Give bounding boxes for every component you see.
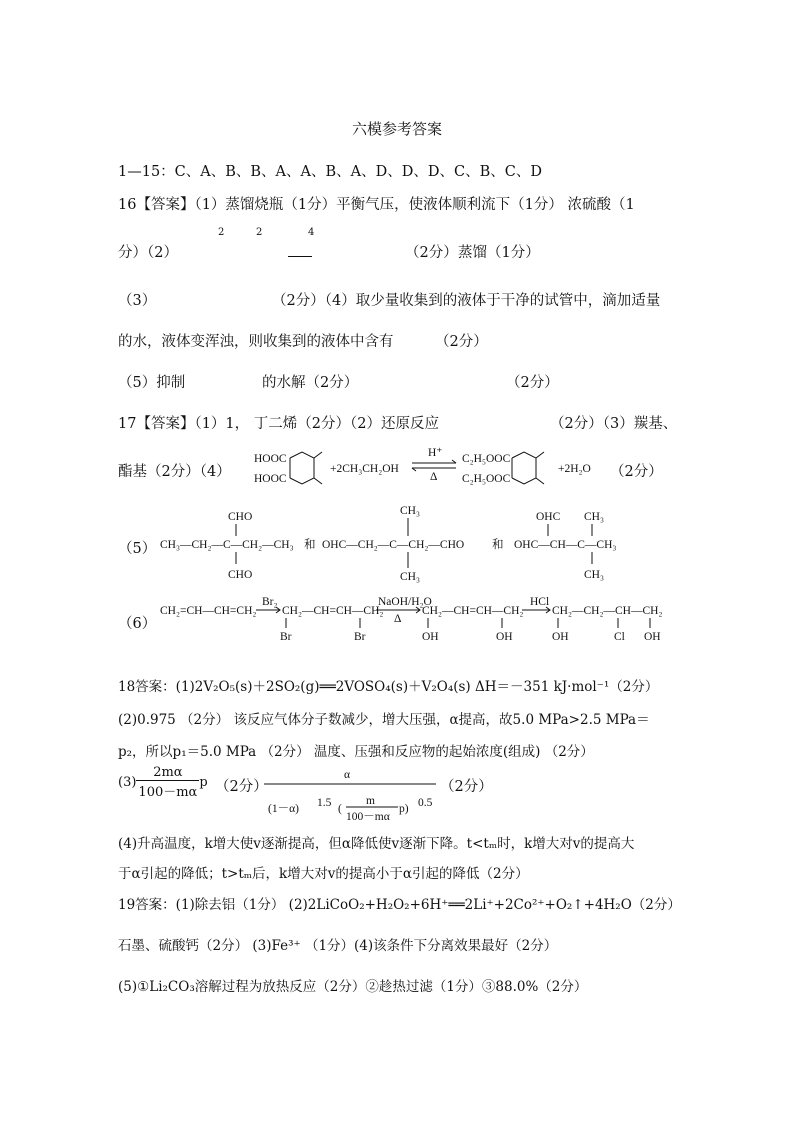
and-2: 和 — [492, 539, 504, 551]
q19-line-1: 19答案：(1)除去铝（1分） (2)2LiCoO₂+H₂O₂+6H⁺══2Li⁺+2Co²⁺+O₂↑+4H₂O（2分） — [118, 897, 681, 913]
q16-line-3-prefix: （3） — [118, 293, 157, 309]
q18-part-3-score-1: （2分） — [215, 779, 268, 795]
water-product: +2H₂O — [558, 463, 591, 475]
m1-chain: CH₃—CH₂—C—CH₂—CH₃ — [160, 539, 294, 551]
fraction-1-p: p — [199, 775, 208, 790]
s0-butadiene: CH₂=CH—CH=CH₂ — [160, 605, 257, 617]
fraction-2-den-a: (1－α) — [268, 803, 299, 815]
q16-blank-line — [288, 256, 312, 257]
reaction-4-esterification — [250, 444, 610, 494]
q18-part-3-score-2: （2分） — [440, 779, 493, 795]
s1-dibromide: CH₂—CH=CH—CH₂ — [282, 605, 384, 617]
q17-part-6-synthesis — [158, 596, 668, 646]
q19-line-3: (5)①Li₂CO₃溶解过程为放热反应（2分）②趁热过滤（1分）③88.0%（2分） — [118, 979, 588, 995]
q16-line-2-score: （2分） — [405, 245, 458, 261]
fraction-2-exp-2: 0.5 — [418, 797, 433, 809]
s3-chlorodiol: CH₂—CH₂—CH—CH₂ — [552, 605, 663, 617]
condition-h-plus: H⁺ — [428, 447, 443, 459]
and-1: 和 — [304, 539, 316, 551]
q16-line-4: 的水，液体变浑浊，则收集到的液体中含有 — [118, 334, 394, 350]
m2-ch3-top: CH₃ — [400, 505, 420, 517]
q18-part-3 — [118, 765, 208, 800]
s1-sub-1: Br — [280, 631, 292, 643]
fraction-1-numerator: 2mα — [136, 765, 199, 781]
q17-line-1: 17【答案】（1）1， 丁二烯（2分）（2）还原反应 — [118, 416, 439, 432]
hooc-label-2: HOOC — [254, 473, 287, 485]
ester-label-1: C₂H₅OOC — [462, 453, 511, 465]
m3-chain: OHC—CH—C—CH₃ — [514, 539, 617, 551]
fraction-2-inner-den: 100－mα — [346, 811, 390, 823]
q17-line-1-score: （2分）（3）羰基、 — [550, 416, 678, 432]
q16-line-1: 16【答案】（1）蒸馏烧瓶（1分）平衡气压，使液体顺利流下（1分） 浓硫酸（1 — [118, 197, 635, 213]
q18-part-3-fraction-2 — [262, 762, 438, 824]
m2-chain: OHC—CH₂—C—CH₂—CHO — [322, 539, 465, 551]
s2-sub-1: OH — [422, 631, 439, 643]
q17-part-6-label: （6） — [118, 616, 157, 632]
q17-line-2-prefix: 酯基（2分）（4） — [118, 464, 231, 480]
fraction-2-p: p) — [399, 803, 409, 815]
m3-ch3-bottom: CH₃ — [584, 569, 604, 581]
q18-line-1: 18答案：(1)2V₂O₅(s)＋2SO₂(g)══2VOSO₄(s)＋V₂O₄(s) ΔH＝－351 kJ·mol⁻¹（2分） — [118, 679, 659, 695]
fraction-2-numerator: α — [344, 769, 351, 781]
s3-sub-1: OH — [552, 631, 569, 643]
q16-num-3: 4 — [308, 227, 315, 238]
condition-heat: Δ — [430, 471, 438, 483]
q18-line-3: p₂，所以p₁＝5.0 MPa （2分） 温度、压强和反应物的起始浓度(组成) （2分） — [118, 744, 594, 760]
s2-diol: CH₂—CH=CH—CH₂ — [422, 605, 524, 617]
m3-ch3-top: CH₃ — [584, 511, 604, 523]
s1-sub-2: Br — [354, 631, 366, 643]
q16-line-5-tail: （2分） — [506, 375, 559, 391]
q16-line-5-mid: 的水解（2分） — [262, 375, 359, 391]
m1-cho-bottom: CHO — [228, 569, 253, 581]
q16-num-1: 2 — [218, 227, 225, 238]
fraction-2-open: ( — [338, 803, 342, 815]
q17-line-2-score: （2分） — [610, 464, 663, 480]
q18-line-5: 于α引起的降低；t>tₘ后，k增大对v的提高小于α引起的降低（2分） — [118, 866, 529, 882]
ethanol-reagent: +2CH₃CH₂OH — [330, 463, 399, 475]
q16-num-2: 2 — [256, 227, 263, 238]
q16-line-4-score: （2分） — [435, 334, 488, 350]
q16-line-2-prefix: 分）（2） — [118, 245, 178, 261]
fraction-1-denominator: 100－mα — [138, 785, 198, 800]
m2-ch3-bottom: CH₃ — [400, 571, 420, 583]
cond-naoh: NaOH/H₂O — [378, 596, 432, 608]
q18-line-4: (4)升高温度，k增大使v逐渐提高，但α降低使v逐渐下降。t<tₘ时，k增大对v的提高大 — [118, 836, 635, 852]
cond-heat-2: Δ — [394, 613, 402, 625]
q16-line-5-prefix: （5）抑制 — [118, 375, 186, 391]
m1-cho-top: CHO — [228, 511, 253, 523]
s3-sub-3: OH — [644, 631, 661, 643]
q18-line-2: (2)0.975 （2分） 该反应气体分子数减少，增大压强，α提高，故5.0 MPa>2.5 MPa＝ — [118, 712, 650, 728]
fraction-1 — [136, 765, 199, 800]
s3-sub-2: Cl — [614, 631, 625, 643]
ring-structure-2 — [512, 452, 544, 484]
ring-structure-1 — [290, 452, 322, 484]
ester-label-2: C₂H₅OOC — [462, 473, 511, 485]
q16-line-3-tail: （2分）（4）取少量收集到的液体于干净的试管中，滴加适量 — [272, 293, 661, 309]
equilibrium-arrow — [412, 460, 456, 471]
q17-part-5-label: （5） — [118, 541, 157, 557]
cond-br2: Br₂ — [262, 596, 278, 608]
m3-cho-top: OHC — [536, 511, 561, 523]
q17-part-5-structures — [158, 502, 638, 586]
q16-line-2-tail: 蒸馏（1分） — [458, 245, 540, 261]
page-title: 六模参考答案 — [351, 120, 442, 138]
answers-1-15: 1—15：C、A、B、B、A、A、B、A、D、D、D、C、B、C、D — [118, 164, 542, 180]
q18-part-3-prefix: (3) — [118, 775, 137, 790]
fraction-2-inner-num: m — [366, 795, 375, 807]
hooc-label-1: HOOC — [254, 453, 287, 465]
s2-sub-2: OH — [496, 631, 513, 643]
q19-line-2: 石墨、硫酸钙（2分） (3)Fe³⁺ （1分）(4)该条件下分离效果最好（2分） — [118, 938, 558, 954]
fraction-2-exp-1: 1.5 — [317, 797, 332, 809]
cond-hcl: HCl — [530, 596, 550, 608]
